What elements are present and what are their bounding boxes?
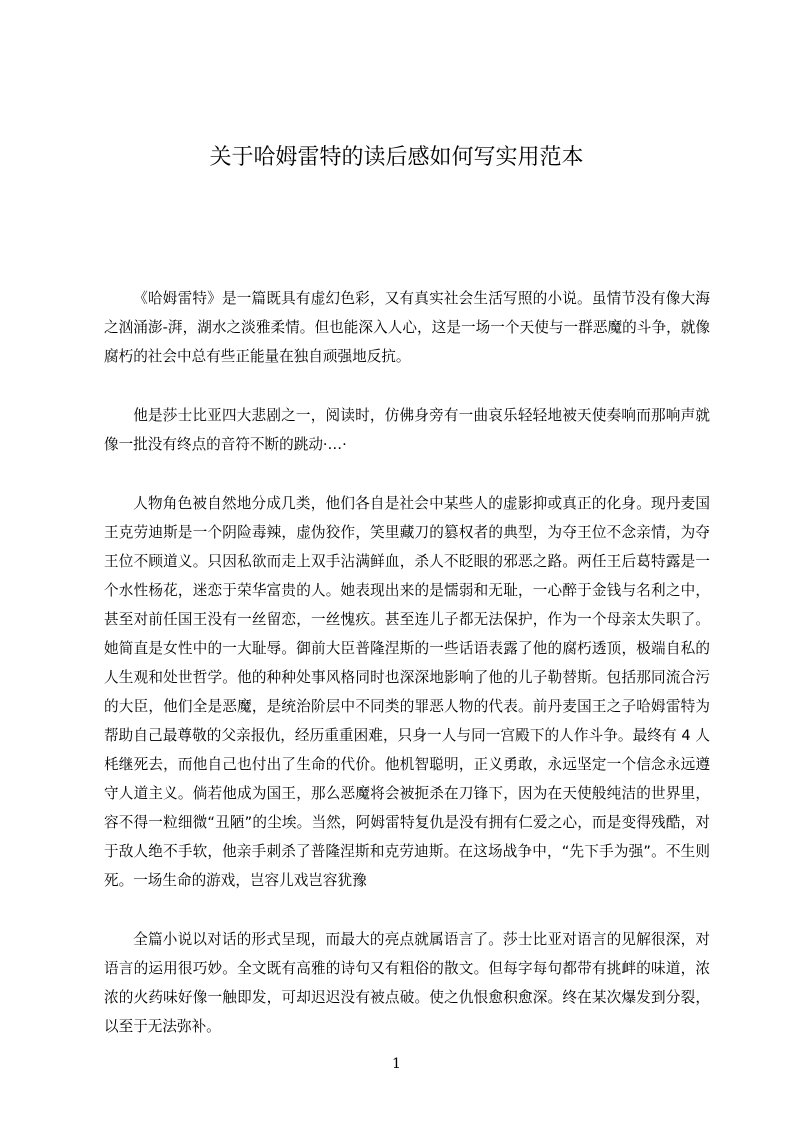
document-body [104,284,710,1071]
paragraph: 全篇小说以对话的形式呈现，而最大的亮点就属语言了。莎士比亚对语言的见解很深，对语言的运用很巧妙。全文既有高雅的诗句又有粗俗的散文。但每字每句都带有挑衅的味道，浓浓的火药味好像一触即发，可却迟迟没有被点破。使之仇恨愈积愈深。终在某次爆发到分裂，以至于无法弥补。 [104,931,710,1035]
page-title: 关于哈姆雷特的读后感如何写实用范本 [209,145,584,170]
paragraph: 人物角色被自然地分成几类，他们各自是社会中某些人的虚影抑或真正的化身。现丹麦国王克劳迪斯是一个阴险毒辣，虚伪狡作，笑里藏刀的篡权者的典型，为夺王位不念亲情，为夺王位不顾道义。只因私欲而走上双手沾满鲜血，杀人不眨眼的邪恶之路。两任王后葛特露是一个水性杨花，迷恋于荣华富贵的人。她表现出来的是懦弱和无耻，一心醉于金钱与名利之中，甚至对前任国王没有一丝留恋，一丝愧疚。甚至连儿子都无法保护，作为一个母亲太失职了。她简直是女性中的一大耻辱。御前大臣普隆涅斯的一些话语表露了他的腐朽透顶，极端自私的人生观和处世哲学。他的种种处事风格同时也深深地影响了他的儿子勒替斯。包括那同流合污的大臣，他们全是恶魔，是统治阶层中不同类的罪恶人物的代表。前丹麦国王之子哈姆雷特为帮助自己最尊敬的父亲报仇，经历重重困难，只身一人与同一宫殿下的人作斗争。最终有 4 人枆继死去，而他自己也付出了生命的代价。他机智聪明，正义勇敢，永远坚定一个信念永远遵守人道主义。倘若他成为国王，那么恶魔将会被扼杀在刀锋下，因为在天使般纯洁的世界里，容不得一粒细微“丑陋”的尘埃。当然，阿姆雷特复仇是没有拥有仁爱之心，而是变得残酷，对于敌人绝不手软，他亲手刺杀了普隆涅斯和克劳迪斯。在这场战争中，“先下手为强”。不生则死。一场生命的游戏，岂容儿戏岂容犹豫 [104,495,710,889]
paragraph: 他是莎士比亚四大悲剧之一，阅读时，仿佛身旁有一曲哀乐轻轻地被天使奏响而那响声就像一批没有终点的音符不断的跳动·…· [104,407,710,453]
page-number: 1 [392,1056,401,1072]
paragraph: 《哈姆雷特》是一篇既具有虚幻色彩，又有真实社会生活写照的小说。虽情节没有像大海之汹涌澎-湃，湖水之淡雅柔情。但也能深入人心，这是一场一个天使与一群恶魔的斗争，就像腐朽的社会中总有些正能量在独自顽强地反抗。 [104,290,710,365]
